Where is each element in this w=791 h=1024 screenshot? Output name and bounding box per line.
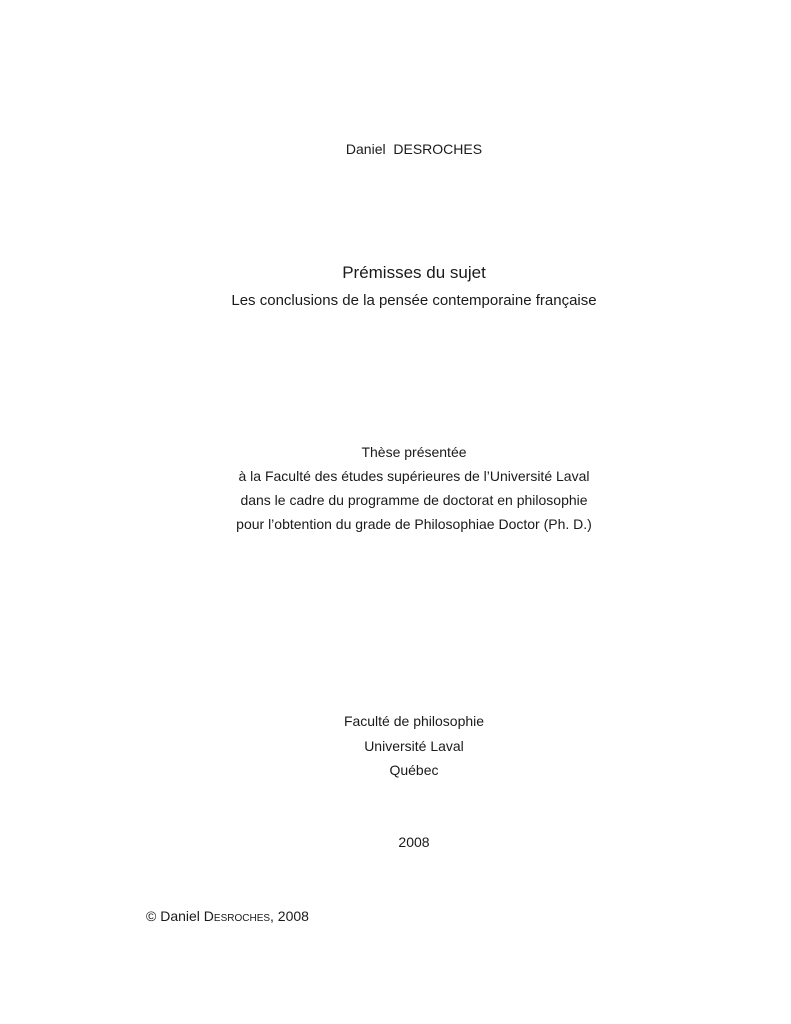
copyright-notice (146, 906, 309, 926)
thesis-subtitle: Les conclusions de la pensée contemporaine française (231, 292, 597, 309)
university-name: Université Laval (364, 737, 464, 754)
thesis-year: 2008 (398, 834, 430, 850)
author-last-name: DESROCHES (393, 141, 483, 157)
author-first-name: Daniel (345, 141, 386, 157)
thesis-line: Thèse présentée (361, 444, 467, 460)
institution-block (0, 709, 791, 783)
thesis-statement (0, 440, 791, 536)
copyright-prefix: © Daniel (146, 908, 200, 924)
copyright-last-name: Desroches (203, 908, 271, 924)
copyright-year: , 2008 (270, 908, 309, 924)
thesis-line: pour l’obtention du grade de Philosophiae Doctor (Ph. D.) (236, 516, 592, 532)
author-name (0, 139, 791, 159)
city-name: Québec (389, 762, 439, 778)
thesis-line: à la Faculté des études supérieures de l’Université Laval (238, 468, 590, 484)
thesis-line: dans le cadre du programme de doctorat en philosophie (240, 492, 588, 508)
faculty-name: Faculté de philosophie (343, 713, 485, 729)
thesis-title: Prémisses du sujet (342, 263, 486, 282)
